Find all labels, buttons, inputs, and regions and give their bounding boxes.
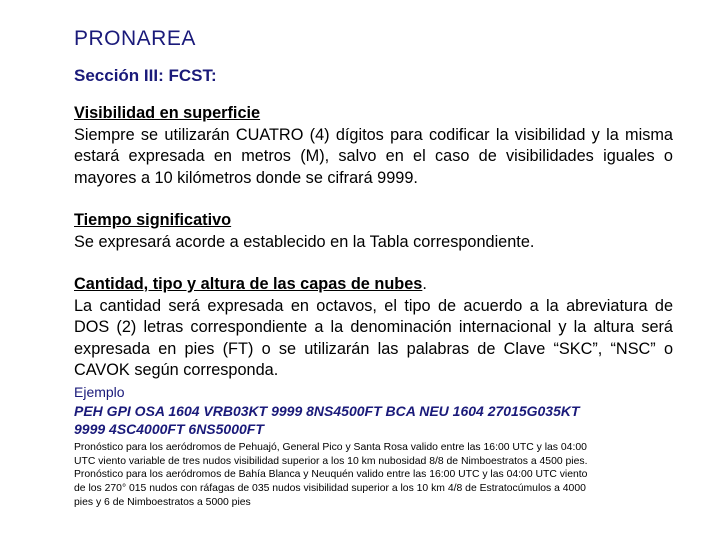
clouds-heading: Cantidad, tipo y altura de las capas de nubes (74, 275, 423, 293)
page-title: PRONAREA (74, 27, 196, 50)
clouds-body: La cantidad será expresada en octavos, el tipo de acuerdo a la abreviatura de DOS (2) letras correspondiente a la denominación internacional y la altura será expresada en pies (FT) o se utilizarán las palabras de Clave “SKC”, “NSC” o CAVOK según corresponda. (74, 296, 673, 379)
example-code-line: PEH GPI OSA 1604 VRB03KT 9999 8NS4500FT BCA NEU 1604 27015G035KT (74, 403, 580, 419)
clouds-heading-line (74, 274, 673, 296)
example-note-line: pies y 6 de Nimboestratos a 5000 pies (74, 496, 251, 508)
clouds-section (74, 274, 673, 382)
example-notes (74, 441, 674, 510)
visibility-section (74, 103, 673, 189)
example-note-line: de los 270° 015 nudos con ráfagas de 035 nudos visibilidad superior a los 10 km 4/8 de Estratocúmulos a 4000 (74, 483, 586, 495)
example-code (74, 402, 674, 438)
example-code-line: 9999 4SC4000FT 6NS5000FT (74, 421, 264, 437)
weather-heading: Tiempo significativo (74, 211, 232, 229)
example-note-line: UTC viento variable de tres nudos visibilidad superior a los 10 km nubosidad 8/8 de Nimboestratos a 4500 pies. (74, 455, 588, 467)
weather-section (74, 210, 673, 253)
section-subtitle: Sección III: FCST: (74, 66, 217, 85)
example-note-line: Pronóstico para los aeródromos de Pehuajó, General Pico y Santa Rosa valido entre las 16:00 UTC y las 04:00 (74, 442, 587, 453)
example-label: Ejemplo (74, 384, 125, 400)
visibility-body: Siempre se utilizarán CUATRO (4) dígitos para codificar la visibilidad y la misma estará expresada en metros (M), salvo en el caso de visibilidades iguales o mayores a 10 kilómetros donde se cifrará 9999. (74, 125, 673, 187)
example-note-line: Pronóstico para los aeródromos de Bahía Blanca y Neuquén valido entre las 16:00 UTC y las 04:00 UTC viento (74, 469, 588, 481)
visibility-heading: Visibilidad en superficie (74, 104, 261, 122)
clouds-heading-suffix: . (422, 275, 427, 293)
weather-body: Se expresará acorde a establecido en la Tabla correspondiente. (74, 232, 535, 251)
